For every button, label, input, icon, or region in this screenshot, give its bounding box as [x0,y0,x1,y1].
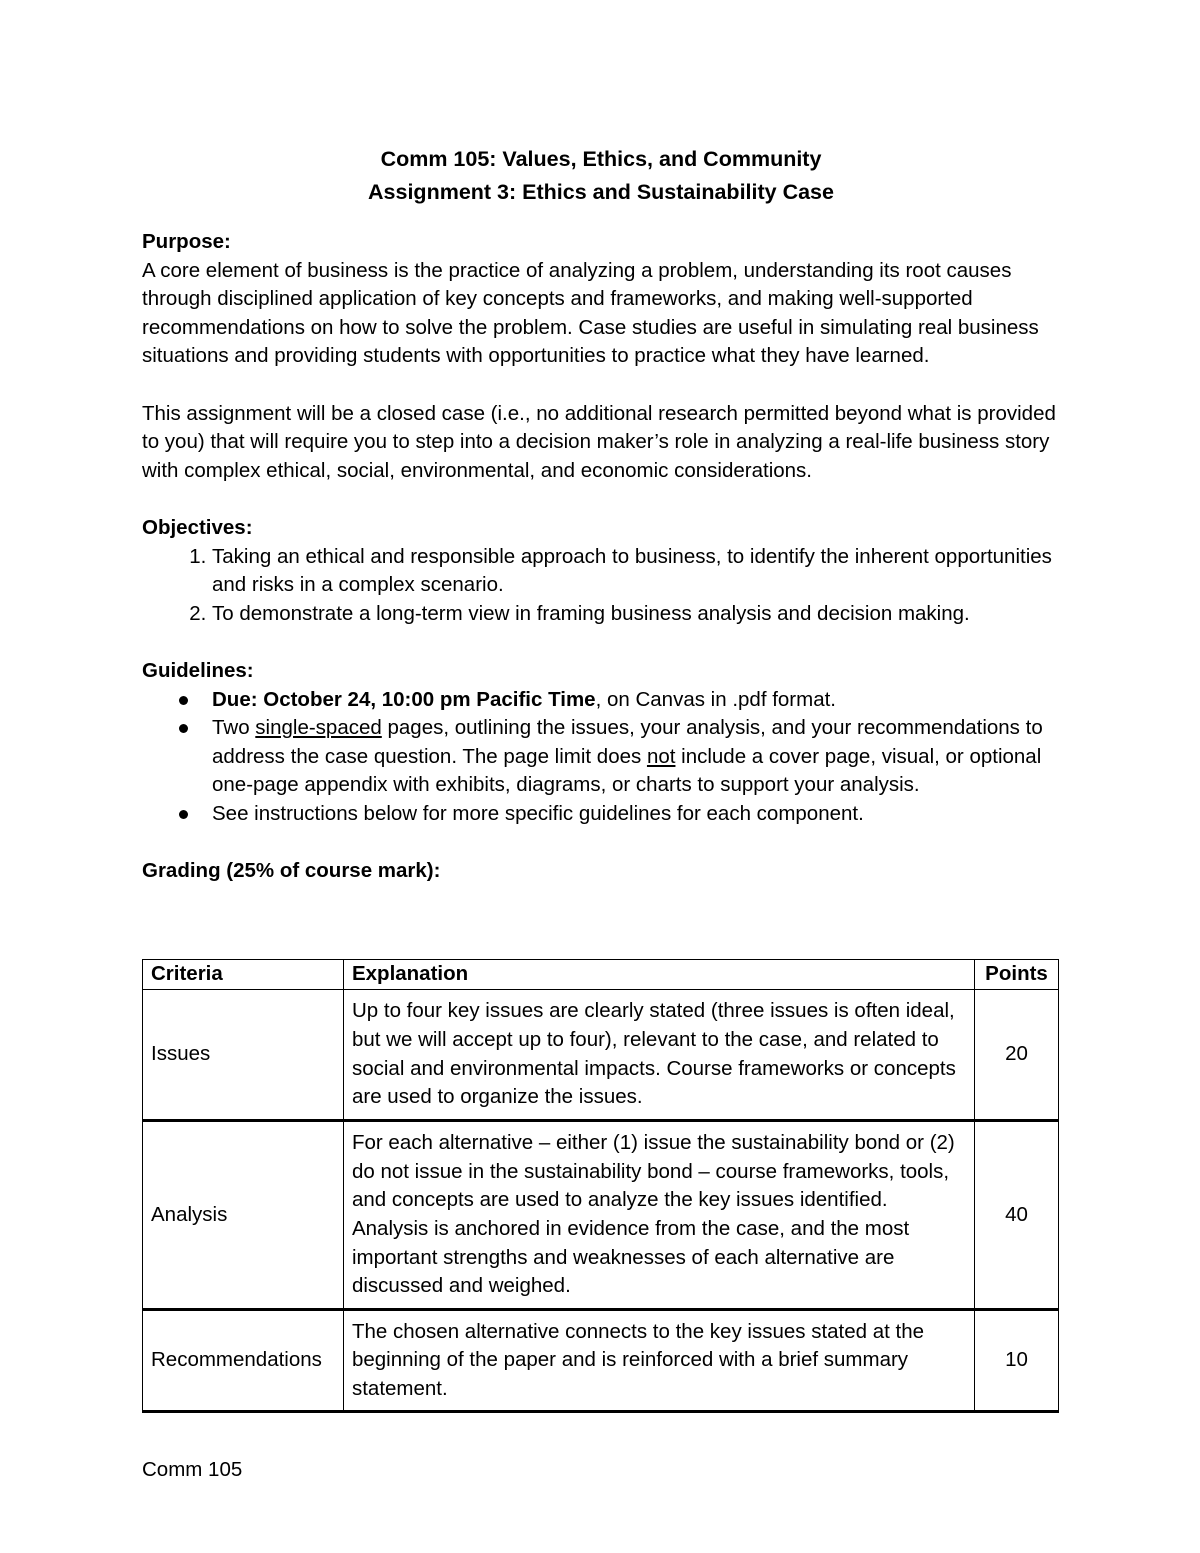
criteria-cell: Issues [143,990,344,1121]
column-header-points: Points [975,960,1059,990]
points-cell: 40 [975,1121,1059,1310]
points-cell: 20 [975,990,1059,1121]
table-row [143,990,1059,1121]
guideline-due [212,686,1060,715]
column-header-explanation: Explanation [343,960,974,990]
pages-text-1: Two [212,716,256,740]
title-block [142,143,1060,209]
objectives-heading: Objectives: [142,515,253,539]
guideline-pages [212,714,1060,800]
objectives-list [142,543,1060,629]
course-title: Comm 105: Values, Ethics, and Community [380,147,822,171]
not-text: not [646,744,676,768]
pages-text-3: include a cover page, visual, or optional one-page appendix with exhibits, diagrams, or charts to support your analysis. [212,744,1042,797]
single-spaced-text: single-spaced [255,716,382,740]
column-header-criteria: Criteria [143,960,344,990]
explanation-cell: For each alternative – either (1) issue the sustainability bond or (2) do not issue in the sustainability bond – course frameworks, tools, and concepts are used to analyze the key issues identified. Analysis is anchored in evidence from the case, and the most important strengths and weaknesses of each alternative are discussed and weighed. [343,1121,974,1310]
explanation-cell: The chosen alternative connects to the key issues stated at the beginning of the paper and is reinforced with a brief summary statement. [343,1310,974,1412]
purpose-paragraph-2: This assignment will be a closed case (i.e., no additional research permitted beyond what is provided to you) that will require you to step into a decision maker’s role in analyzing a real-life business story with complex ethical, social, environmental, and economic considerations. [142,401,1056,482]
table-header-row [143,960,1059,990]
guideline-instructions: See instructions below for more specific guidelines for each component. [212,800,1060,829]
criteria-cell: Analysis [143,1121,344,1310]
pages-text-2: pages, outlining the issues, your analysis, and your recommendations to address the case question. The page limit does [212,716,1043,768]
table-row [143,1310,1059,1412]
purpose-paragraph-1: A core element of business is the practice of analyzing a problem, understanding its root causes through disciplined application of key concepts and frameworks, and making well-supported recommendations on how to solve the problem. Case studies are useful in simulating real business situations and providing students with opportunities to practice what they have learned. [142,258,1039,368]
objective-item: 1. Taking an ethical and responsible approach to business, to identify the inherent opportunities and risks in a complex scenario. [212,543,1060,600]
explanation-cell: Up to four key issues are clearly stated (three issues is often ideal, but we will accept up to four), relevant to the case, and related to social and environmental impacts. Course frameworks or concepts are used to organize the issues. [343,990,974,1121]
grading-table [142,959,1059,1413]
points-cell: 10 [975,1310,1059,1412]
grading-heading: Grading (25% of course mark): [142,859,441,883]
purpose-heading: Purpose: [142,230,231,253]
guidelines-list [142,686,1060,829]
due-date-text: Due: October 24, 10:00 pm Pacific Time [212,687,596,711]
due-format-text: , on Canvas in .pdf format. [595,687,837,711]
objective-item: 2. To demonstrate a long-term view in framing business analysis and decision making. [212,600,1060,629]
assignment-title: Assignment 3: Ethics and Sustainability Case [368,180,834,204]
document-body [142,143,1060,886]
table-row [143,1121,1059,1310]
criteria-cell: Recommendations [143,1310,344,1412]
page-footer: Comm 105 [142,1458,243,1481]
guidelines-heading: Guidelines: [142,658,254,682]
